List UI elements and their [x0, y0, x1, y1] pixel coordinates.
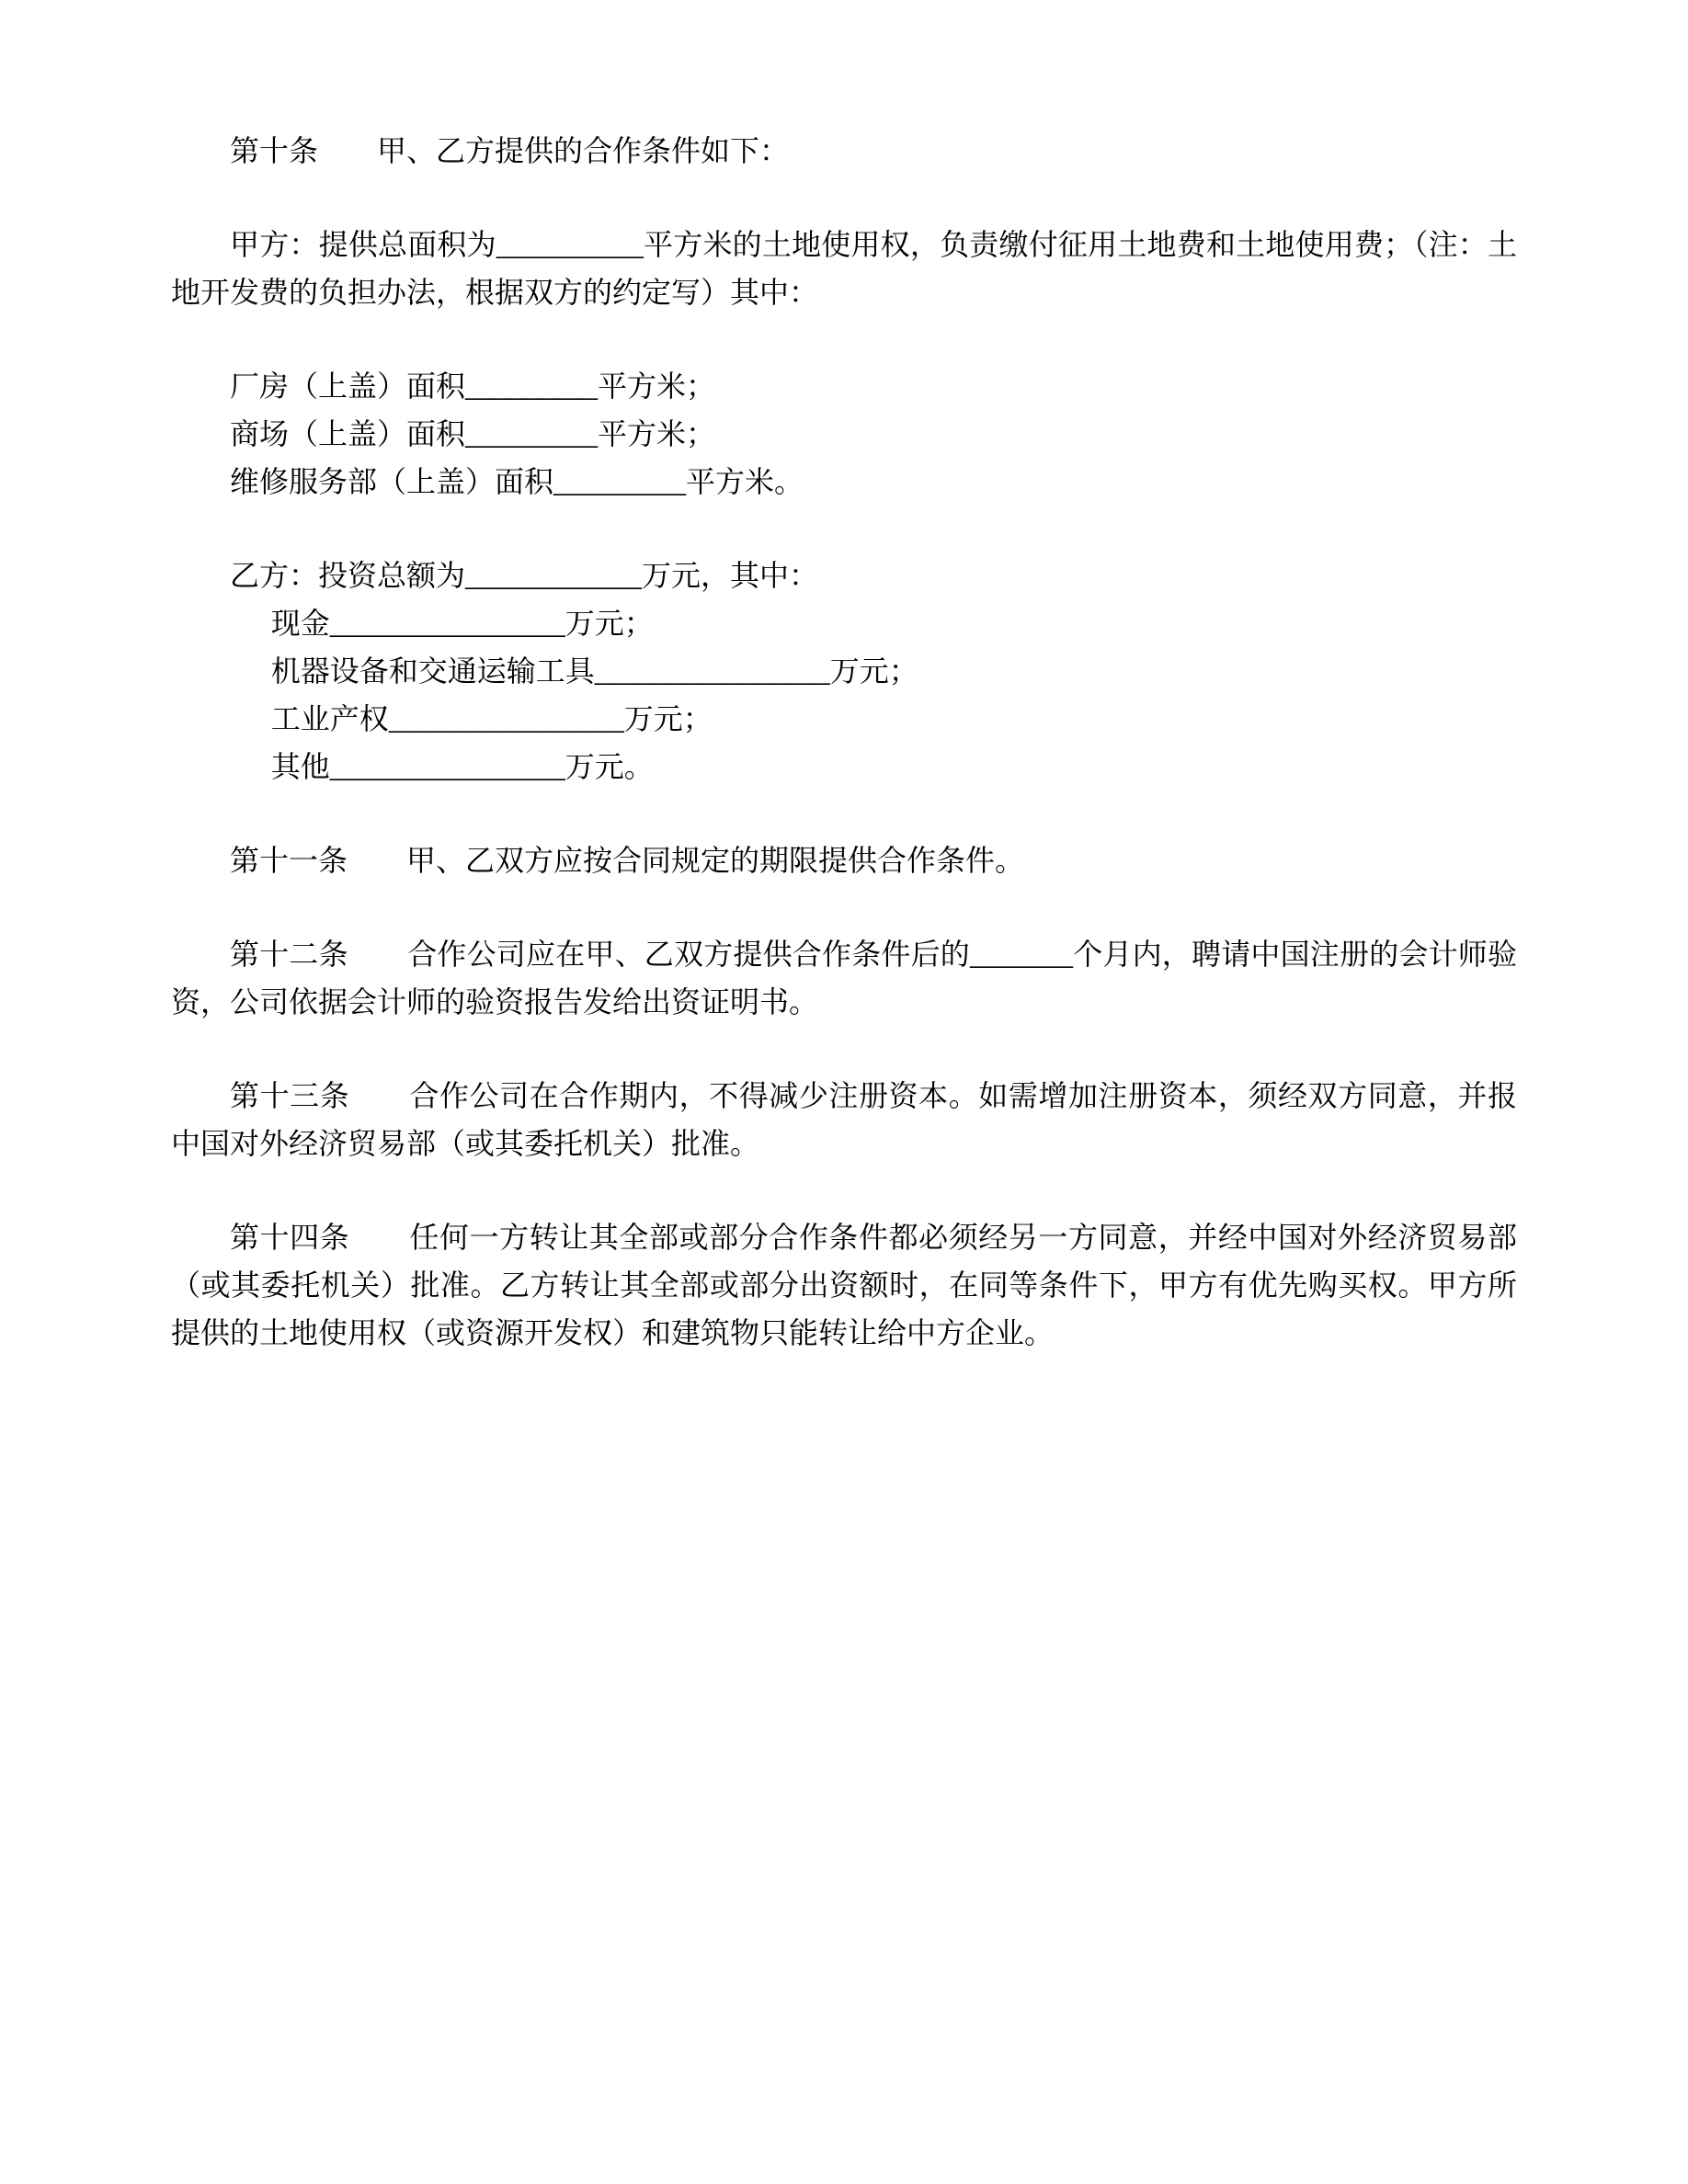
article-10-party-a-paragraph: 甲方：提供总面积为__________平方米的土地使用权，负责缴付征用土地费和土地使用费；（注：土地开发费的负担办法，根据双方的约定写）其中： [171, 228, 1517, 309]
investment-item-other: 其他________________万元。 [270, 750, 654, 783]
article-10-party-b-paragraph: 乙方：投资总额为____________万元，其中： [230, 559, 819, 592]
investment-item-industrial-property: 工业产权________________万元； [270, 702, 713, 735]
area-item-factory: 厂房（上盖）面积_________平方米； [230, 370, 716, 403]
area-item-repair-service: 维修服务部（上盖）面积_________平方米。 [230, 465, 804, 498]
article-10-heading: 第十条 甲、乙方提供的合作条件如下： [230, 134, 790, 167]
investment-item-equipment-transport: 机器设备和交通运输工具________________万元； [270, 654, 918, 688]
party-b-investment-list [171, 552, 1517, 791]
party-a-area-list [171, 362, 1517, 506]
investment-item-cash: 现金________________万元； [270, 607, 654, 640]
area-item-mall: 商场（上盖）面积_________平方米； [230, 417, 716, 450]
article-14-paragraph: 第十四条 任何一方转让其全部或部分合作条件都必须经另一方同意，并经中国对外经济贸易部（或其委托机关）批准。乙方转让其全部或部分出资额时，在同等条件下，甲方有优先购买权。甲方所提供的土地使用权（或资源开发权）和建筑物只能转让给中方企业。 [171, 1221, 1517, 1349]
article-11-paragraph: 第十一条 甲、乙双方应按合同规定的期限提供合作条件。 [230, 844, 1025, 877]
article-13-paragraph: 第十三条 合作公司在合作期内，不得减少注册资本。如需增加注册资本，须经双方同意，并报中国对外经济贸易部（或其委托机关）批准。 [171, 1079, 1517, 1160]
article-12-paragraph: 第十二条 合作公司应在甲、乙双方提供合作条件后的_______个月内，聘请中国注册的会计师验资，公司依据会计师的验资报告发给出资证明书。 [171, 938, 1517, 1018]
